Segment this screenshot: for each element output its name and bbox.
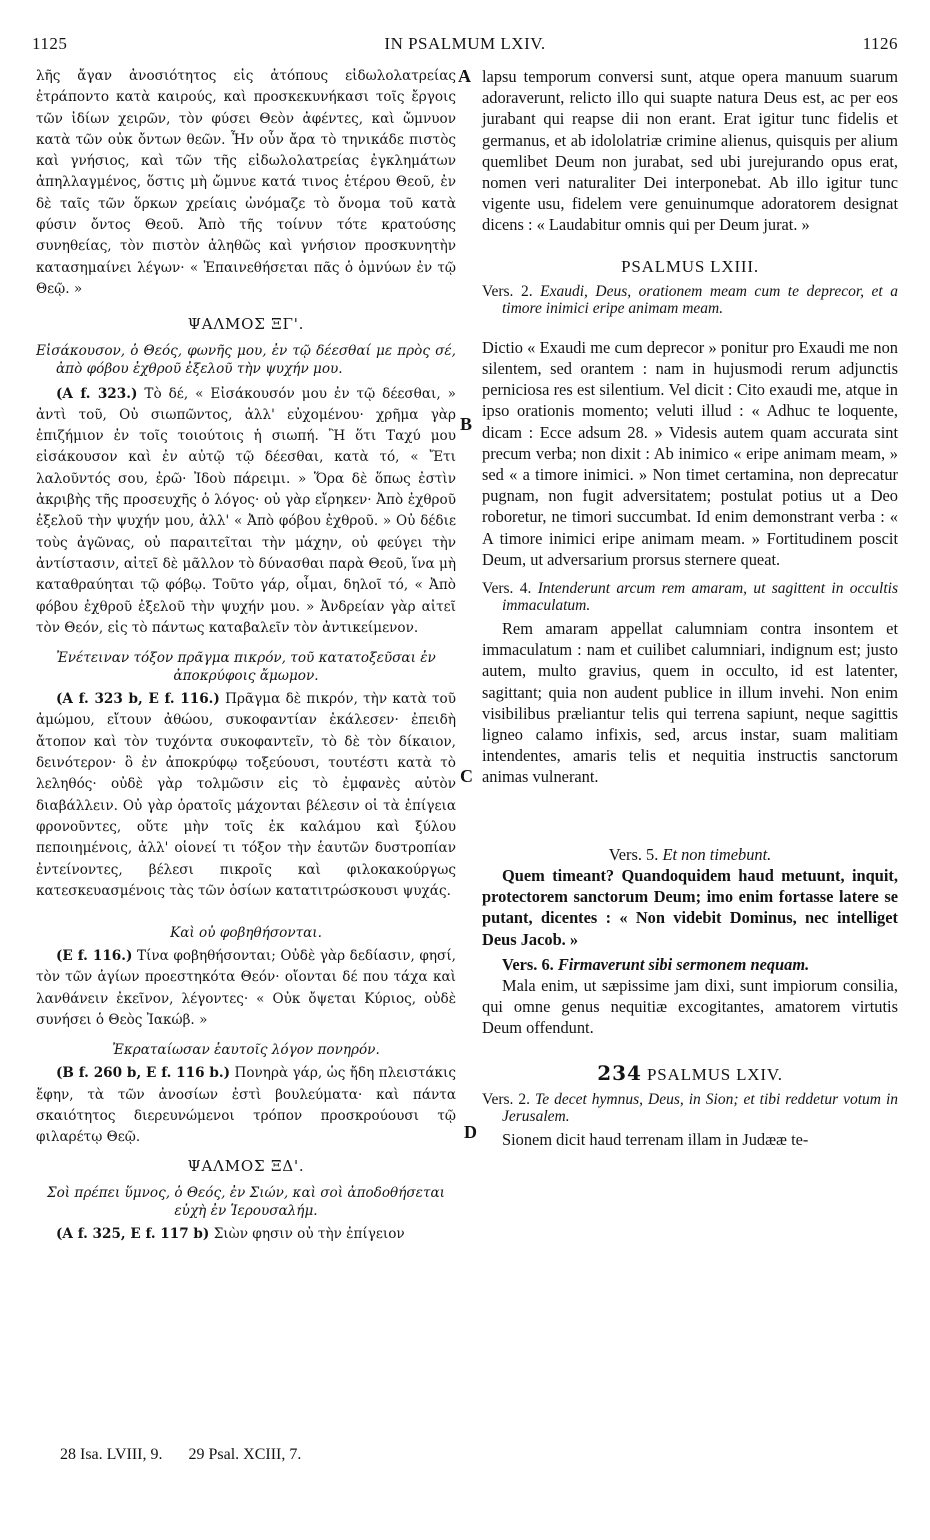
psalm-title: PSALMUS LXIV.: [647, 1064, 783, 1084]
manuscript-reference: (A f. 323.): [56, 385, 138, 402]
margin-letter-a: A: [458, 66, 471, 86]
latin-verse: [482, 1091, 898, 1125]
running-header: [32, 34, 898, 60]
verse-label: Vers. 6.: [502, 954, 554, 974]
verse-label: Vers. 5.: [608, 844, 659, 864]
latin-paragraph: Quem timeant? Quandoquidem haud metuunt, inquit, protectorem sanctorum Deum; imo enim fortasse latere se putant, dicentes : « Non videbit Dominus, nec intelliget Deus Jacob. »: [482, 865, 898, 949]
verse-text: Exaudi, Deus, orationem meam cum te deprecor, et a timore inimici eripe animam meam.: [502, 282, 898, 317]
margin-letter-b: B: [460, 414, 473, 434]
greek-paragraph-text: Τὸ δέ, « Εἰσάκουσόν μου ἐν τῷ δέεσθαι, » ἀντὶ τοῦ, Οὐ σιωπῶντος, ἀλλ' εὐχομένου· χρῆμα γὰρ ἐπιζήμιον ἐν τοῖς τοιούτοις ἡ σιωπή. Ἢ ὅτι Ταχύ μου εἰσάκουσον καὶ ἐν αὐτῷ τῷ δέεσθαι, κατὰ τό, « Ἔτι λαλοῦντός σου, ἐρῶ· Ἰδοὺ πάρειμι. » Ὅρα δὲ ὅπως ἐστὶν ἀκριβὴς τῆς προσευχῆς ὁ λόγος· οὐ γὰρ εἴρηκεν· Ἀπὸ ἐχθροῦ ἐξελοῦ τὴν ψυχήν μου, ἀλλ' « Ἀπὸ φόβου ἐχθροῦ. » Οὐ δέδιε τοὺς ἀγῶνας, οὐ παραιτεῖται τὴν μάχην, οὐ φεύγει τὴν ἀντίστασιν, αἰτεῖ δὲ μᾶλλον τὸ δύνασθαι παρὰ Θεοῦ, ἵνα μὴ καταθραύηται τῷ φόβῳ. Τοῦτο γάρ, οἶμαι, δηλοῖ τό, « Ἀπὸ φόβου ἐχθροῦ ἐξελοῦ τὴν ψυχήν μου. » Ἀνδρείαν γὰρ αἰτεῖ τὸν Θεόν, εἰς τὸ πάντως καταβαλεῖν τὸν ἀντικείμενον.: [36, 385, 456, 636]
latin-column: [482, 66, 898, 1150]
page-number-right: 1126: [862, 34, 898, 53]
footnotes: [60, 1446, 323, 1464]
greek-psalm-heading: ΨΑΛΜΟΣ ΞΔ'.: [187, 1157, 305, 1176]
verse-text: Et non timebunt.: [662, 844, 772, 864]
footnote: 28 Isa. LVIII, 9.: [60, 1446, 163, 1463]
greek-paragraph-text: Τίνα φοβηθήσονται; Οὐδὲ γὰρ δεδίασιν, φησί, τὸν τῶν ἁγίων προεστηκότα Θεόν· οἴονται δέ που τάχα καὶ λανθάνειν ἐκεῖνον, λέγοντες· « Οὐκ ὄψεται Κύριος, οὐδὲ συνήσει ὁ Θεὸς Ἰακώβ. »: [36, 948, 456, 1028]
latin-paragraph: lapsu temporum conversi sunt, atque opera manuum suarum adoraverunt, relicto illo qui suapte natura Deus est, ac per eos jurabant qui reapse dii non erant. Erat igitur tunc fidelis et germanus, et ab idololatriæ crimine alienus, quisquis per alium quemlibet Deum non jurabat, sed ubi jurejurando opus erat, nomen veri naturaliter Dei interponebat. Ab illo igitur tunc vigente usu, fidelem vere genuinumque adoratorem designat dicens : « Laudabitur omnis qui per Deum jurat. »: [482, 67, 898, 235]
greek-paragraph: λῆς ἄγαν ἀνοσιότητος εἰς ἀτόπους εἰδωλολατρείας ἐτράποντο κατὰ καιρούς, καὶ προσκεκυνήκασι τοῖς ἔργοις τῶν ἰδίων χειρῶν, τὸν φύσει Θεὸν ἀφέντες, καὶ ὤμνυον κατὰ τῶν οὐκ ὄντων θεῶν. Ἦν οὖν ἄρα τὸ τηνικάδε πιστὸς καὶ γνήσιος, καὶ τῶν τῆς εἰδωλολατρείας ἐγκλημάτων ἀπηλλαγμένος, ὅστις μὴ ὤμνυε κατά τινος ἑτέρου Θεοῦ, ἐν δὲ ταῖς τῶν ὅρκων χρείαις ὠνόμαζε τὸ ὄνομα τοῦ κατὰ φύσιν ὄντος Θεοῦ. Ἀπὸ τῆς τοίνυν τότε κρατούσης συνηθείας, τὸν πιστὸν ἀληθῶς καὶ γνήσιον προσκυνητὴν κατασημαίνει λέγων· « Ἐπαινεθήσεται πᾶς ὁ ὀμνύων ἐν τῷ Θεῷ. »: [36, 68, 456, 297]
greek-verse: Ἐνέτειναν τόξον πρᾶγμα πικρόν, τοῦ κατατοξεῦσαι ἐν ἀποκρύφοις ἄμωμον.: [56, 650, 436, 685]
latin-paragraph: Rem amaram appellat calumniam contra insontem et immaculatum : nam et cuilibet calumniari, indignum est; justo autem, multo gravius, quem in occulto, id est latenter, sagittant; quia non audent publice in illum invehi. Non enim visibilibus præliantur telis qui terrena sapiunt, neque sagittis ligneo calamo infixis, sed, arcus instar, suam malitiam intendentes, amaris telis et nequitia instructis sanctorum animas vulnerant.: [482, 619, 898, 787]
latin-verse: [482, 954, 898, 975]
margin-letter-d: D: [464, 1122, 477, 1142]
greek-column: [36, 66, 456, 1245]
latin-psalm-heading: PSALMUS LXIII.: [621, 256, 759, 276]
manuscript-reference: (A f. 323 b, E f. 116.): [56, 691, 220, 708]
greek-paragraph-text: Πονηρὰ γάρ, ὡς ἤδη πλειστάκις ἔφην, τὰ τῶν ἀνοσίων ἐστὶ βουλεύματα· καὶ πάντα σκαιότητος διερευνώμενοι τρόπον προσκρούουσι τῷ φιλαρέτῳ Θεῷ.: [36, 1065, 456, 1146]
greek-verse: Σοὶ πρέπει ὕμνος, ὁ Θεός, ἐν Σιών, καὶ σοὶ ἀποδοθήσεται εὐχὴ ἐν Ἱερουσαλήμ.: [46, 1184, 445, 1219]
section-number: 234: [597, 1060, 642, 1085]
latin-verse: [482, 844, 898, 865]
footnote: 29 Psal. XCIII, 7.: [188, 1446, 302, 1463]
verse-label: Vers. 2.: [482, 1090, 531, 1108]
greek-paragraph: [36, 384, 456, 640]
greek-verse: Ἐκραταίωσαν ἑαυτοῖς λόγον πονηρόν.: [112, 1042, 380, 1059]
margin-letter-c: C: [460, 766, 473, 786]
greek-verse: Εἰσάκουσον, ὁ Θεός, φωνῆς μου, ἐν τῷ δέεσθαί με πρὸς σέ, ἀπὸ φόβου ἐχθροῦ ἐξελοῦ τὴν ψυχήν μου.: [36, 342, 456, 377]
page-number-left: 1125: [32, 34, 68, 53]
manuscript-reference: (B f. 260 b, E f. 116 b.): [56, 1065, 231, 1082]
latin-verse: [482, 283, 898, 317]
manuscript-reference: (E f. 116.): [56, 948, 133, 965]
latin-paragraph: Mala enim, ut sæpissime jam dixi, sunt impiorum consilia, qui omne genus nequitiæ excogitantes, amatorem virtutis Deum offendunt.: [482, 975, 898, 1038]
verse-label: Vers. 4.: [482, 580, 532, 598]
greek-paragraph: [36, 1224, 456, 1245]
verse-text: Te decet hymnus, Deus, in Sion; et tibi reddetur votum in Jerusalem.: [502, 1090, 899, 1125]
greek-paragraph: [36, 946, 456, 1031]
greek-paragraph-text: Πρᾶγμα δὲ πικρόν, τὴν κατὰ τοῦ ἀμώμου, εἴτουν ἀθώου, συκοφαντίαν ἐκάλεσεν· ἐπειδὴ ἄτοπον καὶ τὸν τυχόντα συκοφαντεῖν, τὸ δὲ τὸν δίκαιον, δεινότερον· ὃ ἐν ἀποκρύφῳ τοξεύουσι, τουτέστι κατὰ τὸ λεληθός· οὐδὲ γὰρ τολμῶσιν εἰς τὸ ἐμφανὲς αὐτὸν διαβάλλειν. Οὐ γὰρ ὁρατοῖς μάχονται βέλεσιν οἱ τὰ ἐπίγεια φρονοῦντες, οὔτε μὴν τοῖς ἐκ καλάμου καὶ ξύλου πεποιημένοις, ἀλλ' οἱονεί τι τόξον τὴν ἑαυτῶν δυστροπίαν ἐντείνοντες, βέλεσι πικροῖς καὶ φιλοκακούργως κατεσκευασμένοις τὰς τῶν ὁσίων κατατιτρώσκουσι ψυχάς.: [36, 691, 457, 899]
greek-psalm-heading: ΨΑΛΜΟΣ ΞΓ'.: [187, 315, 305, 334]
verse-text: Firmaverunt sibi sermonem nequam.: [557, 954, 810, 974]
greek-verse: Καὶ οὐ φοβηθήσονται.: [170, 925, 322, 942]
latin-verse: [482, 580, 898, 614]
running-title: IN PSALMUM LXIV.: [384, 34, 546, 53]
verse-text: Intenderunt arcum rem amaram, ut sagittent in occultis immaculatum.: [502, 580, 898, 615]
manuscript-reference: (A f. 325, E f. 117 b): [56, 1225, 210, 1242]
greek-paragraph-text: Σιὼν φησιν οὐ τὴν ἐπίγειον: [213, 1225, 405, 1242]
verse-label: Vers. 2.: [482, 282, 533, 300]
latin-paragraph: Dictio « Exaudi me cum deprecor » ponitur pro Exaudi me non silentem, sed orantem : nam in hujusmodi rerum adjunctis perniciosa res est silentium. Vel dicit : Cito exaudi me, atque in ipso orationis momento; veluti illud : « Adhuc te loquente, dicam : Ecce adsum 28. » Videsis autem quam accurata sint precum verba; non dixit : Ab inimico « eripe animam meam, » sed « a timore inimici. » Non timet certamina, non deprecatur pugnam, non fugit adversitatem; postulat potius ut a Deo roboretur, ne timori succumbat. Id enim demonstrant verba : « A timore inimici eripe animam meam. » Fortitudinem poscit Deum, ut adversarium prorsus sternere queat.: [482, 337, 898, 569]
latin-paragraph: Sionem dicit haud terrenam illam in Judææ te-: [502, 1129, 809, 1149]
greek-paragraph: [36, 689, 456, 902]
greek-paragraph: [36, 1063, 456, 1148]
latin-psalm-heading: [482, 1060, 898, 1085]
